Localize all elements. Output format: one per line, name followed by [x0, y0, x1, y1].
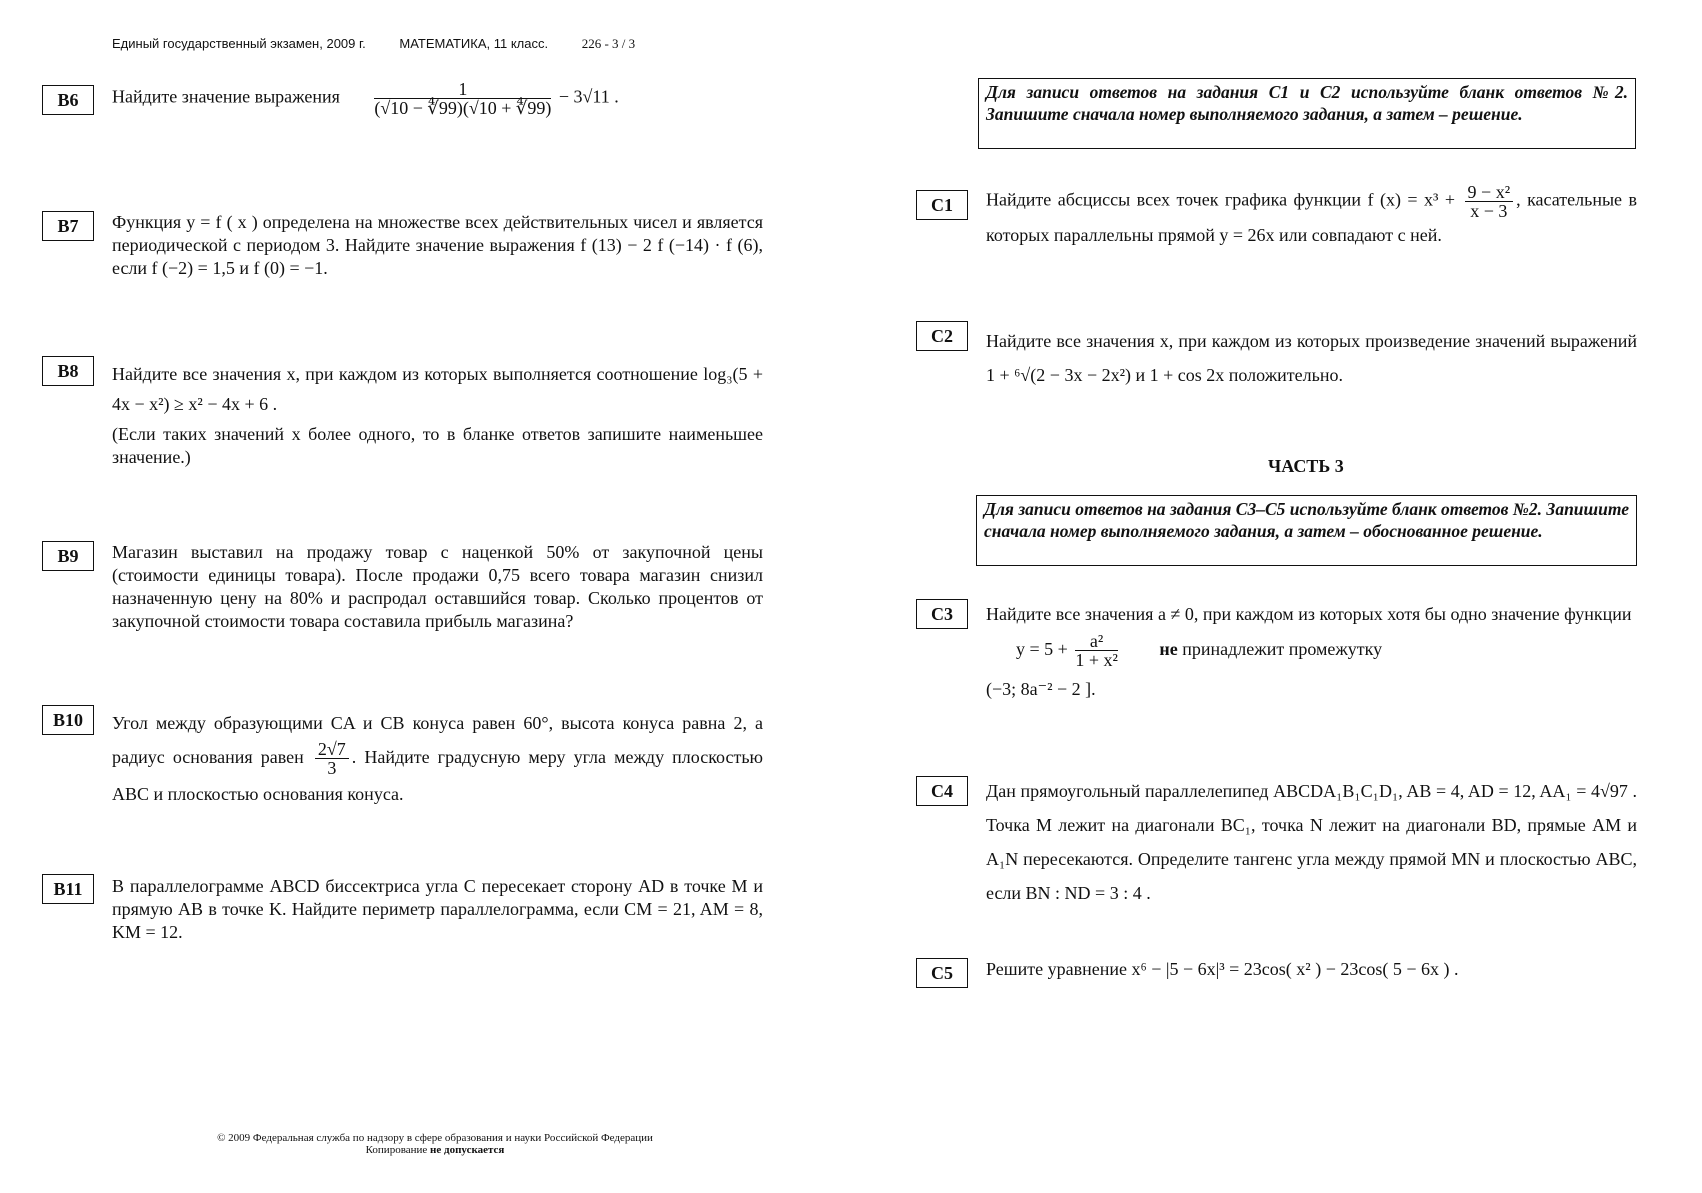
task-c2	[986, 324, 1637, 392]
task-c4	[986, 774, 1637, 910]
page-footer	[160, 1132, 710, 1156]
task-b9-text: Магазин выставил на продажу товар с наценкой 50% от закупочной цены (стоимости единицы товара). После продажи 0,75 всего товара магазин снизил назначенную цену на 80% и распродал оставшийся товар. Сколько процентов от закупочной стоимости товара составила прибыль магазина?	[112, 542, 763, 631]
task-label-c1: C1	[916, 190, 968, 220]
task-c5	[986, 958, 1637, 981]
task-b10-text1: Угол между образующими CA и CB конуса равен 60°, высота конуса равна 2, а радиус основания равен	[112, 713, 763, 767]
task-b10-denominator: 3	[327, 758, 337, 779]
task-b8-text: Найдите все значения x, при каждом из которых выполняется соотношение log₃(5 + 4x − x²) ≥ x² − 4x + 6 .	[112, 364, 763, 414]
footer-copy-notice	[160, 1144, 710, 1156]
task-b6	[112, 80, 762, 117]
task-c3	[986, 601, 1637, 709]
task-c3-numerator: a²	[1075, 632, 1118, 651]
task-b10-text2: . Найдите градусную меру угла между плоскостью ABC и плоскостью основания конуса.	[112, 747, 763, 805]
subject-title: МАТЕМАТИКА, 11 класс.	[399, 36, 549, 51]
task-b10-numerator: 2√7	[315, 740, 349, 759]
task-label-c2: C2	[916, 321, 968, 351]
task-c3-fraction	[1075, 632, 1118, 669]
task-b10-fraction	[315, 740, 349, 777]
task-c1-text2: , касательные в которых параллельны прямой y = 26x или совпадают с ней.	[986, 189, 1638, 245]
task-b6-fraction	[374, 80, 551, 117]
page-header	[112, 36, 665, 52]
task-b8	[112, 359, 763, 469]
task-label-c5: C5	[916, 958, 968, 988]
task-b10	[112, 706, 763, 811]
task-b7-text: Функция y = f ( x ) определена на множестве всех действительных чисел и является периодической с периодом 3. Найдите значение выражения f (13) − 2 f (−14) · f (6), если f (−2) = 1,5 и f (0) = −1.	[112, 212, 763, 278]
task-b6-numerator: 1	[374, 80, 551, 99]
task-b11-text: В параллелограмме ABCD биссектриса угла C пересекает сторону AD в точке M и прямую AB в точке K. Найдите периметр параллелограмма, если CM = 21, AM = 8, KM = 12.	[112, 876, 763, 942]
task-c3-not: не	[1159, 639, 1178, 659]
task-b11	[112, 875, 763, 944]
task-c3-text2: принадлежит промежутку	[1182, 639, 1383, 659]
task-label-b8: B8	[42, 356, 94, 386]
task-b6-text: Найдите значение выражения	[112, 86, 340, 107]
exam-title: Единый государственный экзамен, 2009 г.	[112, 36, 366, 51]
task-c1-text1: Найдите абсциссы всех точек графика функции f (x) = x³ +	[986, 189, 1456, 210]
task-c3-function: y = 5 +	[1016, 639, 1068, 659]
task-label-b10: B10	[42, 705, 94, 735]
task-c1-denominator: x − 3	[1470, 201, 1508, 221]
task-c1-numerator: 9 − x²	[1465, 183, 1514, 202]
task-c1-fraction	[1465, 183, 1514, 220]
page-code: 226 - 3 / 3	[581, 36, 636, 51]
task-c3-denominator: 1 + x²	[1075, 650, 1118, 671]
task-c2-text: Найдите все значения x, при каждом из которых произведение значений выражений 1 + ⁶√(2 − 3x − 2x²) и 1 + cos 2x положительно.	[986, 331, 1637, 385]
task-b6-denominator: (√10 − ∜99)(√10 + ∜99)	[374, 98, 552, 118]
task-b9	[112, 541, 763, 633]
task-c1	[986, 183, 1637, 250]
task-c3-interval: (−3; 8a⁻² − 2 ].	[986, 679, 1096, 700]
footer-copy-prefix: Копирование	[365, 1144, 431, 1156]
task-label-b6: B6	[42, 85, 94, 115]
footer-copy-forbidden: не допускается	[430, 1144, 505, 1156]
task-label-b7: B7	[42, 211, 94, 241]
task-c4-text: Дан прямоугольный параллелепипед ABCDA₁B₁C₁D₁, AB = 4, AD = 12, AA₁ = 4√97 . Точка M лежит на диагонали BC₁, точка N лежит на диагонали BD, прямые AM и A₁N пересекаются. Определите тангенс угла между прямой MN и плоскостью ABC, если BN : ND = 3 : 4 .	[986, 781, 1637, 903]
footer-copyright: © 2009 Федеральная служба по надзору в сфере образования и науки Российской Федерации	[217, 1132, 653, 1144]
part-3-heading: ЧАСТЬ 3	[1268, 456, 1344, 476]
instruction-box-c3-c5: Для записи ответов на задания С3–С5 используйте бланк ответов №2. Запишите сначала номер выполняемого задания, а затем – обоснованное решение.	[976, 495, 1637, 566]
instruction-box-c1-c2: Для записи ответов на задания С1 и С2 используйте бланк ответов №2. Запишите сначала номер выполняемого задания, а затем – решение.	[978, 78, 1636, 149]
task-label-c3: C3	[916, 599, 968, 629]
task-b6-tail: − 3√11 .	[554, 86, 619, 107]
task-label-b9: B9	[42, 541, 94, 571]
task-b7	[112, 211, 763, 280]
task-label-c4: C4	[916, 776, 968, 806]
task-c3-text1: Найдите все значения a ≠ 0, при каждом из которых хотя бы одно значение функции	[986, 604, 1632, 624]
task-b8-note: (Если таких значений x более одного, то в бланке ответов запишите наименьшее значение.)	[112, 424, 763, 467]
task-c5-text: Решите уравнение x⁶ − |5 − 6x|³ = 23cos( x² ) − 23cos( 5 − 6x ) .	[986, 959, 1459, 979]
task-label-b11: B11	[42, 874, 94, 904]
